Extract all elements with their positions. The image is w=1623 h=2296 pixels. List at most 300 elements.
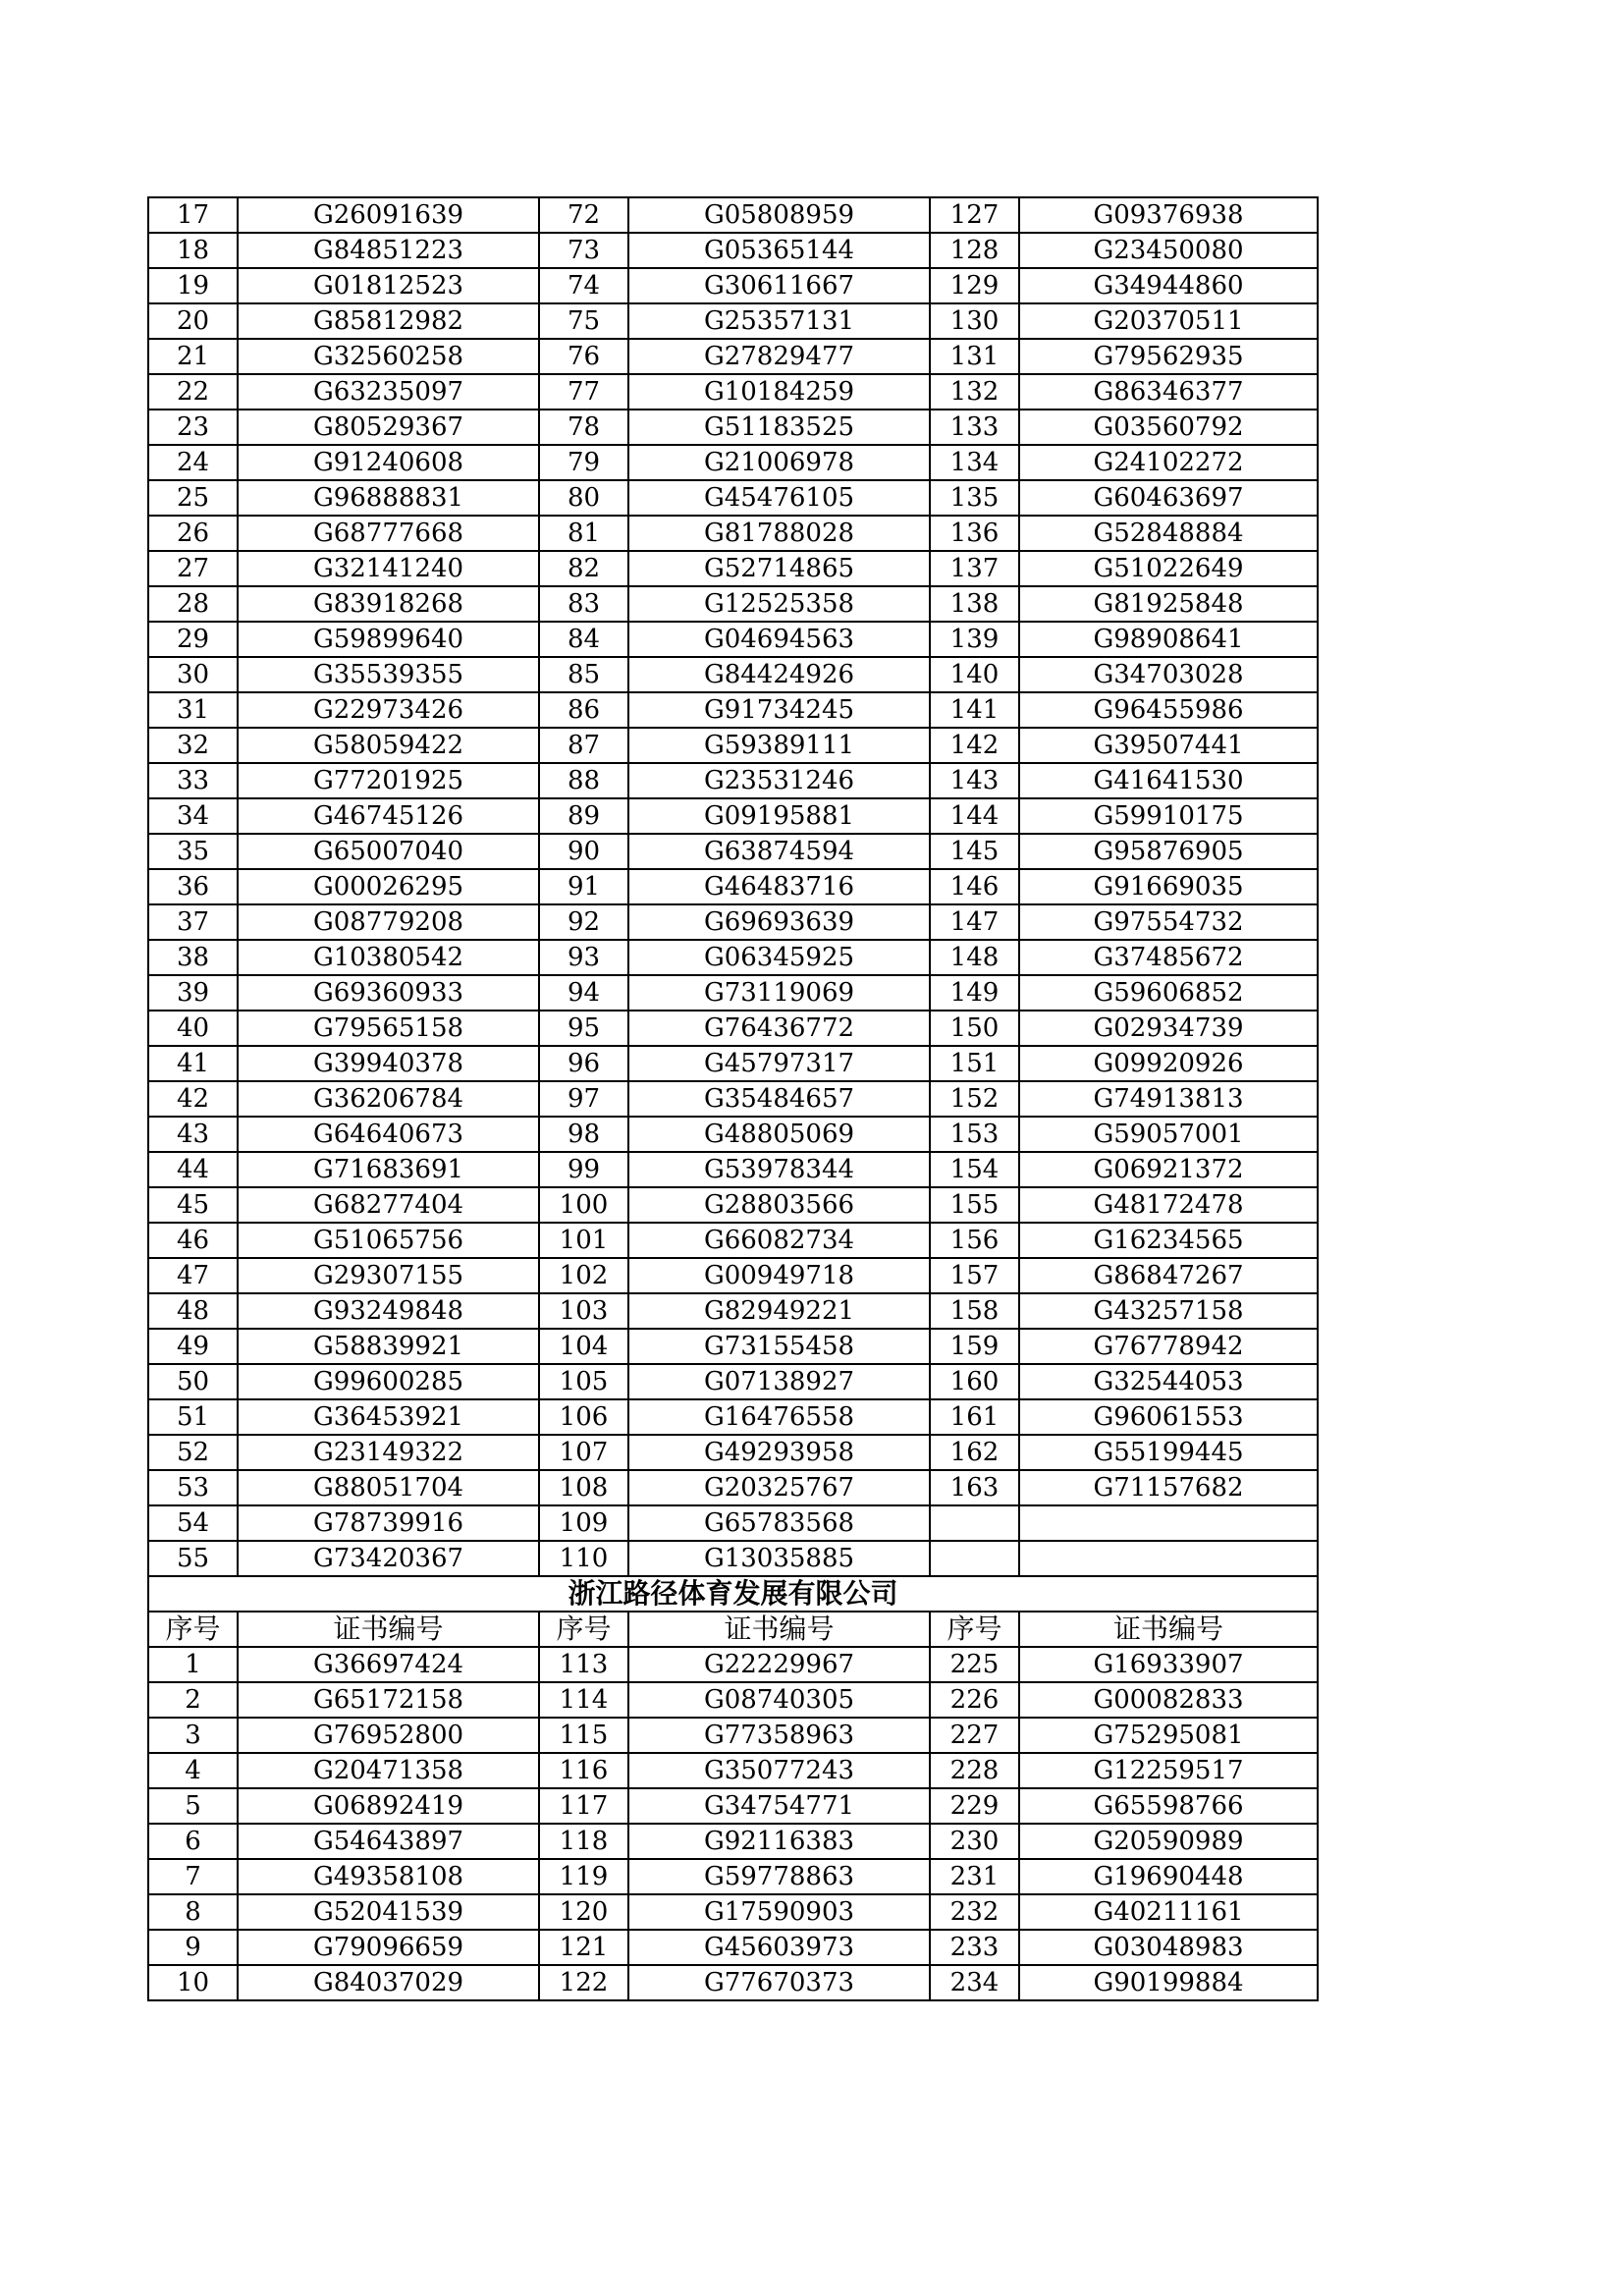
certificate-number-cell: G58839921 <box>238 1329 539 1364</box>
certificate-number-cell: G96061553 <box>1019 1399 1318 1435</box>
certificate-number-cell: G23531246 <box>628 763 930 798</box>
serial-number-cell: 41 <box>148 1046 238 1081</box>
certificate-number-cell: G63874594 <box>628 834 930 869</box>
certificate-number-cell: G05365144 <box>628 233 930 268</box>
certificate-number-cell: G65598766 <box>1019 1788 1318 1824</box>
table-row <box>148 1824 1318 1859</box>
table-row <box>148 834 1318 869</box>
table-row <box>148 692 1318 728</box>
serial-number-cell: 230 <box>930 1824 1019 1859</box>
serial-number-cell: 33 <box>148 763 238 798</box>
serial-number-cell: 147 <box>930 904 1019 940</box>
certificate-number-cell: G04694563 <box>628 622 930 657</box>
certificate-number-cell: G01812523 <box>238 268 539 303</box>
certificate-number-cell: G23149322 <box>238 1435 539 1470</box>
certificate-number-cell: G59606852 <box>1019 975 1318 1011</box>
table-row <box>148 1046 1318 1081</box>
table-row <box>148 445 1318 480</box>
certificate-number-cell: G00082833 <box>1019 1682 1318 1718</box>
serial-number-cell: 78 <box>539 410 628 445</box>
table-row <box>148 1399 1318 1435</box>
serial-number-cell: 227 <box>930 1718 1019 1753</box>
certificate-number-cell: G09376938 <box>1019 197 1318 233</box>
serial-number-cell: 137 <box>930 551 1019 586</box>
serial-number-cell: 82 <box>539 551 628 586</box>
serial-number-cell: 143 <box>930 763 1019 798</box>
certificate-number-cell: G81925848 <box>1019 586 1318 622</box>
certificate-number-header: 证书编号 <box>238 1612 539 1647</box>
serial-number-cell: 104 <box>539 1329 628 1364</box>
serial-number-cell: 8 <box>148 1894 238 1930</box>
serial-number-cell: 88 <box>539 763 628 798</box>
serial-number-cell: 27 <box>148 551 238 586</box>
certificate-number-cell: G32544053 <box>1019 1364 1318 1399</box>
serial-number-cell: 77 <box>539 374 628 410</box>
serial-number-cell: 113 <box>539 1647 628 1682</box>
serial-number-cell: 45 <box>148 1187 238 1223</box>
serial-number-cell: 231 <box>930 1859 1019 1894</box>
certificate-number-cell: G74913813 <box>1019 1081 1318 1117</box>
table-row <box>148 1223 1318 1258</box>
certificate-number-cell: G73119069 <box>628 975 930 1011</box>
serial-number-cell: 162 <box>930 1435 1019 1470</box>
certificate-number-cell: G39507441 <box>1019 728 1318 763</box>
certificate-number-cell: G60463697 <box>1019 480 1318 516</box>
serial-number-cell: 38 <box>148 940 238 975</box>
serial-number-cell: 101 <box>539 1223 628 1258</box>
serial-number-cell: 98 <box>539 1117 628 1152</box>
certificate-number-cell: G76778942 <box>1019 1329 1318 1364</box>
serial-number-cell: 40 <box>148 1011 238 1046</box>
certificate-number-cell: G76952800 <box>238 1718 539 1753</box>
serial-number-cell <box>930 1541 1019 1576</box>
certificate-number-cell: G69693639 <box>628 904 930 940</box>
serial-number-cell: 74 <box>539 268 628 303</box>
table-row <box>148 869 1318 904</box>
serial-number-cell: 4 <box>148 1753 238 1788</box>
table-row <box>148 622 1318 657</box>
serial-number-cell: 1 <box>148 1647 238 1682</box>
certificate-number-cell: G52714865 <box>628 551 930 586</box>
certificate-number-cell: G23450080 <box>1019 233 1318 268</box>
serial-number-cell: 53 <box>148 1470 238 1505</box>
certificate-number-cell: G51065756 <box>238 1223 539 1258</box>
certificate-number-cell: G77670373 <box>628 1965 930 2000</box>
serial-number-cell <box>930 1505 1019 1541</box>
serial-number-cell: 10 <box>148 1965 238 2000</box>
certificate-number-cell: G06892419 <box>238 1788 539 1824</box>
table-row <box>148 1541 1318 1576</box>
serial-number-cell: 47 <box>148 1258 238 1293</box>
certificate-number-cell: G82949221 <box>628 1293 930 1329</box>
certificate-number-cell: G66082734 <box>628 1223 930 1258</box>
serial-number-cell: 18 <box>148 233 238 268</box>
certificate-number-cell: G59910175 <box>1019 798 1318 834</box>
serial-number-cell: 34 <box>148 798 238 834</box>
serial-number-cell: 20 <box>148 303 238 339</box>
certificate-number-header: 证书编号 <box>1019 1612 1318 1647</box>
certificate-number-cell: G39940378 <box>238 1046 539 1081</box>
serial-number-cell: 154 <box>930 1152 1019 1187</box>
serial-number-cell: 229 <box>930 1788 1019 1824</box>
certificate-number-cell: G00949718 <box>628 1258 930 1293</box>
certificate-number-cell: G19690448 <box>1019 1859 1318 1894</box>
certificate-number-cell: G34754771 <box>628 1788 930 1824</box>
serial-number-cell: 54 <box>148 1505 238 1541</box>
table-row <box>148 1329 1318 1364</box>
certificate-number-cell: G54643897 <box>238 1824 539 1859</box>
serial-number-cell: 48 <box>148 1293 238 1329</box>
serial-number-cell: 161 <box>930 1399 1019 1435</box>
table-row <box>148 374 1318 410</box>
certificate-number-cell: G79562935 <box>1019 339 1318 374</box>
table-row <box>148 197 1318 233</box>
serial-number-cell: 26 <box>148 516 238 551</box>
serial-number-cell: 145 <box>930 834 1019 869</box>
certificate-number-cell: G49293958 <box>628 1435 930 1470</box>
serial-number-cell: 85 <box>539 657 628 692</box>
serial-number-cell: 44 <box>148 1152 238 1187</box>
certificate-number-cell: G73420367 <box>238 1541 539 1576</box>
certificate-number-cell: G71683691 <box>238 1152 539 1187</box>
certificate-number-cell: G03048983 <box>1019 1930 1318 1965</box>
serial-number-cell: 100 <box>539 1187 628 1223</box>
table-row <box>148 728 1318 763</box>
certificate-number-cell: G20370511 <box>1019 303 1318 339</box>
serial-number-cell: 234 <box>930 1965 1019 2000</box>
serial-number-cell: 140 <box>930 657 1019 692</box>
serial-number-cell: 120 <box>539 1894 628 1930</box>
certificate-number-cell: G16234565 <box>1019 1223 1318 1258</box>
serial-number-cell: 52 <box>148 1435 238 1470</box>
certificate-number-cell: G84037029 <box>238 1965 539 2000</box>
serial-number-cell: 36 <box>148 869 238 904</box>
certificate-number-cell: G79096659 <box>238 1930 539 1965</box>
certificate-number-cell: G36206784 <box>238 1081 539 1117</box>
certificate-number-cell: G84851223 <box>238 233 539 268</box>
certificate-number-cell: G45603973 <box>628 1930 930 1965</box>
serial-number-cell: 42 <box>148 1081 238 1117</box>
certificate-number-cell: G06921372 <box>1019 1152 1318 1187</box>
serial-number-cell: 141 <box>930 692 1019 728</box>
table-row <box>148 657 1318 692</box>
certificate-number-cell: G69360933 <box>238 975 539 1011</box>
serial-number-cell: 99 <box>539 1152 628 1187</box>
table-row <box>148 1117 1318 1152</box>
serial-number-cell: 23 <box>148 410 238 445</box>
serial-number-cell: 79 <box>539 445 628 480</box>
certificate-number-cell: G76436772 <box>628 1011 930 1046</box>
serial-number-cell: 9 <box>148 1930 238 1965</box>
table-row <box>148 1258 1318 1293</box>
table-row <box>148 904 1318 940</box>
table-row <box>148 1647 1318 1682</box>
certificate-number-cell: G58059422 <box>238 728 539 763</box>
certificate-number-cell: G92116383 <box>628 1824 930 1859</box>
table-row <box>148 1965 1318 2000</box>
serial-number-cell: 55 <box>148 1541 238 1576</box>
serial-number-cell: 103 <box>539 1293 628 1329</box>
certificate-number-cell: G25357131 <box>628 303 930 339</box>
serial-number-cell: 30 <box>148 657 238 692</box>
certificate-number-cell: G05808959 <box>628 197 930 233</box>
certificate-number-cell: G49358108 <box>238 1859 539 1894</box>
certificate-number-cell: G52848884 <box>1019 516 1318 551</box>
serial-number-cell: 118 <box>539 1824 628 1859</box>
serial-number-cell: 89 <box>539 798 628 834</box>
serial-number-cell: 29 <box>148 622 238 657</box>
serial-number-cell: 114 <box>539 1682 628 1718</box>
table-row <box>148 1152 1318 1187</box>
serial-number-cell: 46 <box>148 1223 238 1258</box>
certificate-number-cell: G34703028 <box>1019 657 1318 692</box>
certificate-number-cell: G68777668 <box>238 516 539 551</box>
certificate-number-cell: G75295081 <box>1019 1718 1318 1753</box>
certificate-number-cell: G17590903 <box>628 1894 930 1930</box>
certificate-number-cell: G32560258 <box>238 339 539 374</box>
serial-number-cell: 87 <box>539 728 628 763</box>
serial-number-cell: 73 <box>539 233 628 268</box>
table-row <box>148 1505 1318 1541</box>
serial-number-cell: 22 <box>148 374 238 410</box>
serial-number-cell: 31 <box>148 692 238 728</box>
certificate-number-cell: G86346377 <box>1019 374 1318 410</box>
certificate-number-cell: G52041539 <box>238 1894 539 1930</box>
certificate-number-cell: G27829477 <box>628 339 930 374</box>
serial-number-cell: 80 <box>539 480 628 516</box>
serial-number-cell: 3 <box>148 1718 238 1753</box>
certificate-number-cell: G53978344 <box>628 1152 930 1187</box>
serial-number-cell: 32 <box>148 728 238 763</box>
serial-number-cell: 110 <box>539 1541 628 1576</box>
serial-number-cell: 2 <box>148 1682 238 1718</box>
serial-number-cell: 17 <box>148 197 238 233</box>
certificate-number-cell: G59778863 <box>628 1859 930 1894</box>
table-row <box>148 1364 1318 1399</box>
table-row <box>148 303 1318 339</box>
certificate-number-cell: G90199884 <box>1019 1965 1318 2000</box>
certificate-number-cell: G13035885 <box>628 1541 930 1576</box>
serial-number-header: 序号 <box>148 1612 238 1647</box>
serial-number-cell: 108 <box>539 1470 628 1505</box>
serial-number-cell: 122 <box>539 1965 628 2000</box>
table-row <box>148 1718 1318 1753</box>
certificate-number-cell: G10184259 <box>628 374 930 410</box>
certificate-number-cell: G96455986 <box>1019 692 1318 728</box>
certificate-number-cell: G84424926 <box>628 657 930 692</box>
serial-number-cell: 160 <box>930 1364 1019 1399</box>
serial-number-cell: 24 <box>148 445 238 480</box>
certificate-number-cell: G02934739 <box>1019 1011 1318 1046</box>
serial-number-cell: 228 <box>930 1753 1019 1788</box>
certificate-number-cell: G77201925 <box>238 763 539 798</box>
certificate-number-cell: G81788028 <box>628 516 930 551</box>
certificate-number-cell: G16476558 <box>628 1399 930 1435</box>
certificate-number-cell: G77358963 <box>628 1718 930 1753</box>
certificate-number-cell: G12525358 <box>628 586 930 622</box>
serial-number-cell: 129 <box>930 268 1019 303</box>
certificate-number-cell <box>1019 1505 1318 1541</box>
certificate-number-cell: G21006978 <box>628 445 930 480</box>
serial-number-cell: 148 <box>930 940 1019 975</box>
certificate-number-cell: G16933907 <box>1019 1647 1318 1682</box>
certificate-number-cell: G09920926 <box>1019 1046 1318 1081</box>
certificate-number-cell: G59389111 <box>628 728 930 763</box>
serial-number-cell: 132 <box>930 374 1019 410</box>
table-header-row <box>148 1612 1318 1647</box>
certificate-number-cell: G28803566 <box>628 1187 930 1223</box>
serial-number-cell: 131 <box>930 339 1019 374</box>
serial-number-cell: 39 <box>148 975 238 1011</box>
serial-number-cell: 153 <box>930 1117 1019 1152</box>
serial-number-cell: 72 <box>539 197 628 233</box>
serial-number-cell: 136 <box>930 516 1019 551</box>
serial-number-cell: 225 <box>930 1647 1019 1682</box>
certificate-number-cell: G37485672 <box>1019 940 1318 975</box>
certificate-number-cell: G59057001 <box>1019 1117 1318 1152</box>
serial-number-cell: 5 <box>148 1788 238 1824</box>
table-row <box>148 410 1318 445</box>
table-row <box>148 268 1318 303</box>
serial-number-cell: 107 <box>539 1435 628 1470</box>
certificate-number-cell: G30611667 <box>628 268 930 303</box>
serial-number-cell: 21 <box>148 339 238 374</box>
table-row <box>148 480 1318 516</box>
serial-number-cell: 109 <box>539 1505 628 1541</box>
certificate-number-cell: G22973426 <box>238 692 539 728</box>
certificate-number-cell: G03560792 <box>1019 410 1318 445</box>
serial-number-cell: 35 <box>148 834 238 869</box>
table-row <box>148 233 1318 268</box>
table-row <box>148 1435 1318 1470</box>
serial-number-cell: 117 <box>539 1788 628 1824</box>
certificate-number-cell: G32141240 <box>238 551 539 586</box>
certificate-number-cell: G36453921 <box>238 1399 539 1435</box>
certificate-number-header: 证书编号 <box>628 1612 930 1647</box>
certificate-number-cell: G08779208 <box>238 904 539 940</box>
serial-number-cell: 7 <box>148 1859 238 1894</box>
certificate-number-cell: G46745126 <box>238 798 539 834</box>
table-row <box>148 763 1318 798</box>
certificate-number-cell: G48805069 <box>628 1117 930 1152</box>
certificate-number-cell: G45797317 <box>628 1046 930 1081</box>
serial-number-header: 序号 <box>930 1612 1019 1647</box>
serial-number-cell: 37 <box>148 904 238 940</box>
serial-number-cell: 156 <box>930 1223 1019 1258</box>
certificate-number-cell: G99600285 <box>238 1364 539 1399</box>
certificate-number-cell: G91669035 <box>1019 869 1318 904</box>
serial-number-cell: 149 <box>930 975 1019 1011</box>
certificate-number-cell: G20590989 <box>1019 1824 1318 1859</box>
company-name: 浙江路径体育发展有限公司 <box>148 1576 1318 1612</box>
serial-number-cell: 91 <box>539 869 628 904</box>
serial-number-header: 序号 <box>539 1612 628 1647</box>
certificate-number-cell: G35484657 <box>628 1081 930 1117</box>
serial-number-cell: 128 <box>930 233 1019 268</box>
table-row <box>148 1788 1318 1824</box>
table-row <box>148 1293 1318 1329</box>
serial-number-cell: 133 <box>930 410 1019 445</box>
table-row <box>148 1011 1318 1046</box>
certificate-number-cell: G80529367 <box>238 410 539 445</box>
certificate-number-cell: G51022649 <box>1019 551 1318 586</box>
serial-number-cell: 127 <box>930 197 1019 233</box>
serial-number-cell: 75 <box>539 303 628 339</box>
certificate-number-cell: G26091639 <box>238 197 539 233</box>
certificate-number-cell: G93249848 <box>238 1293 539 1329</box>
certificate-number-cell: G46483716 <box>628 869 930 904</box>
certificate-number-cell: G64640673 <box>238 1117 539 1152</box>
certificate-number-cell: G00026295 <box>238 869 539 904</box>
certificate-number-cell: G36697424 <box>238 1647 539 1682</box>
certificate-number-cell: G68277404 <box>238 1187 539 1223</box>
serial-number-cell: 139 <box>930 622 1019 657</box>
table-row <box>148 1753 1318 1788</box>
company-row <box>148 1576 1318 1612</box>
certificate-number-cell: G86847267 <box>1019 1258 1318 1293</box>
certificate-number-cell: G10380542 <box>238 940 539 975</box>
serial-number-cell: 226 <box>930 1682 1019 1718</box>
certificate-number-cell: G95876905 <box>1019 834 1318 869</box>
certificate-number-cell: G29307155 <box>238 1258 539 1293</box>
table-row <box>148 1859 1318 1894</box>
serial-number-cell: 81 <box>539 516 628 551</box>
certificate-number-cell: G24102272 <box>1019 445 1318 480</box>
serial-number-cell: 142 <box>930 728 1019 763</box>
certificate-number-cell: G48172478 <box>1019 1187 1318 1223</box>
serial-number-cell: 102 <box>539 1258 628 1293</box>
serial-number-cell: 146 <box>930 869 1019 904</box>
certificate-number-cell: G63235097 <box>238 374 539 410</box>
certificate-number-cell: G12259517 <box>1019 1753 1318 1788</box>
serial-number-cell: 94 <box>539 975 628 1011</box>
table-row <box>148 1894 1318 1930</box>
certificate-number-cell: G96888831 <box>238 480 539 516</box>
serial-number-cell: 96 <box>539 1046 628 1081</box>
certificate-number-cell: G73155458 <box>628 1329 930 1364</box>
serial-number-cell: 105 <box>539 1364 628 1399</box>
serial-number-cell: 155 <box>930 1187 1019 1223</box>
table-row <box>148 975 1318 1011</box>
serial-number-cell: 93 <box>539 940 628 975</box>
serial-number-cell: 130 <box>930 303 1019 339</box>
serial-number-cell: 135 <box>930 480 1019 516</box>
certificate-number-cell: G65783568 <box>628 1505 930 1541</box>
certificate-table <box>147 196 1319 2001</box>
certificate-number-cell: G20471358 <box>238 1753 539 1788</box>
serial-number-cell: 97 <box>539 1081 628 1117</box>
serial-number-cell: 150 <box>930 1011 1019 1046</box>
serial-number-cell: 163 <box>930 1470 1019 1505</box>
serial-number-cell: 50 <box>148 1364 238 1399</box>
certificate-number-cell: G07138927 <box>628 1364 930 1399</box>
table-row <box>148 1682 1318 1718</box>
certificate-number-cell: G22229967 <box>628 1647 930 1682</box>
certificate-number-cell: G06345925 <box>628 940 930 975</box>
certificate-number-cell: G98908641 <box>1019 622 1318 657</box>
serial-number-cell: 49 <box>148 1329 238 1364</box>
certificate-number-cell: G97554732 <box>1019 904 1318 940</box>
serial-number-cell: 115 <box>539 1718 628 1753</box>
table-row <box>148 1081 1318 1117</box>
certificate-number-cell: G91734245 <box>628 692 930 728</box>
serial-number-cell: 25 <box>148 480 238 516</box>
certificate-number-cell: G88051704 <box>238 1470 539 1505</box>
serial-number-cell: 157 <box>930 1258 1019 1293</box>
serial-number-cell: 144 <box>930 798 1019 834</box>
table-row <box>148 551 1318 586</box>
serial-number-cell: 83 <box>539 586 628 622</box>
